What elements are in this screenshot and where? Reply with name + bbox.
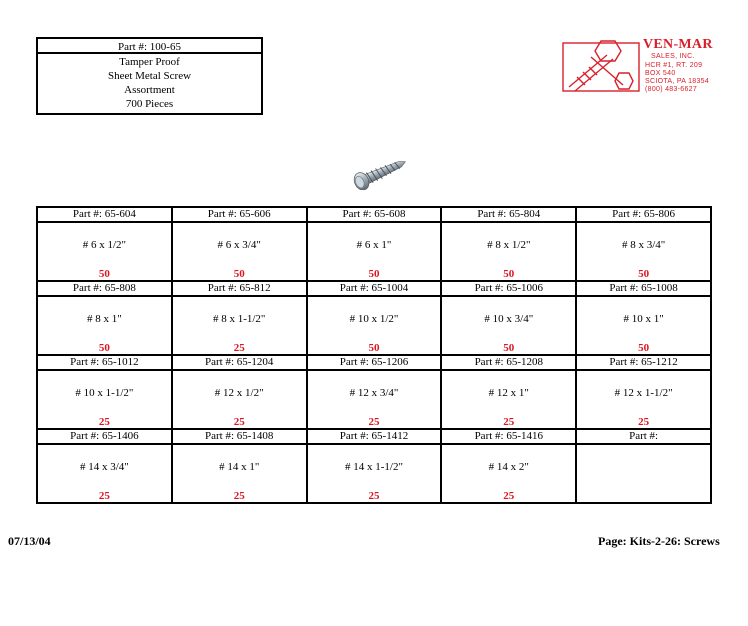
- logo-line: HCR #1, RT. 209: [645, 62, 703, 69]
- part-number-cell: Part #: 65-806: [576, 207, 711, 222]
- part-detail-cell: [172, 222, 307, 281]
- footer-date: 07/13/04: [8, 534, 51, 548]
- part-detail-cell: [172, 444, 307, 503]
- screw-size: # 6 x 3/4": [217, 239, 261, 251]
- part-number-cell: Part #: 65-1212: [576, 355, 711, 370]
- part-detail-cell: [37, 222, 172, 281]
- screw-size: # 14 x 2": [488, 461, 529, 473]
- screw-size: # 10 x 3/4": [484, 313, 534, 325]
- logo-line: SALES, INC.: [651, 53, 695, 60]
- part-label-row: [37, 281, 711, 296]
- part-label-row: [37, 207, 711, 222]
- part-label-row: [37, 355, 711, 370]
- part-detail-cell: [441, 444, 576, 503]
- quantity: 25: [503, 416, 515, 428]
- part-detail-row: [37, 222, 711, 281]
- quantity: 50: [368, 268, 380, 280]
- part-number-cell: Part #: 65-808: [37, 281, 172, 296]
- kit-description: [38, 54, 261, 113]
- screw-size: # 14 x 3/4": [80, 461, 129, 473]
- quantity: 25: [233, 416, 245, 428]
- part-label-row: [37, 429, 711, 444]
- screw-size: # 10 x 1-1/2": [75, 387, 134, 399]
- part-detail-cell: [307, 222, 442, 281]
- bolt-logo-icon: [561, 37, 641, 97]
- screw-image-icon: [348, 158, 410, 190]
- logo-line: SCIOTA, PA 18354: [645, 78, 710, 85]
- screw-size: # 12 x 1": [488, 387, 529, 399]
- quantity: 50: [503, 342, 515, 354]
- quantity: 25: [233, 490, 245, 502]
- part-detail-cell: [576, 222, 711, 281]
- part-detail-cell: [576, 370, 711, 429]
- screw-size: # 12 x 3/4": [349, 387, 399, 399]
- quantity: 25: [233, 342, 245, 354]
- screw-size: # 8 x 1": [87, 313, 122, 325]
- part-number-cell: Part #: 65-1008: [576, 281, 711, 296]
- screw-size: # 14 x 1-1/2": [345, 461, 403, 473]
- part-detail-cell: [576, 444, 711, 503]
- quantity: 50: [503, 268, 515, 280]
- screw-size: # 10 x 1": [623, 313, 664, 325]
- logo-line: (800) 483-6627: [645, 86, 698, 93]
- quantity: 25: [638, 416, 650, 428]
- screw-size: # 6 x 1/2": [82, 239, 127, 251]
- part-number-cell: Part #: 65-1204: [172, 355, 307, 370]
- footer-page: Page: Kits-2-26: Screws: [598, 534, 720, 548]
- part-detail-row: [37, 370, 711, 429]
- part-detail-cell: [37, 370, 172, 429]
- description-line: Assortment: [124, 84, 175, 96]
- screw-size: # 12 x 1/2": [214, 387, 264, 399]
- part-number-cell: Part #: 65-1412: [307, 429, 442, 444]
- part-detail-cell: [441, 370, 576, 429]
- part-detail-cell: [172, 296, 307, 355]
- part-detail-cell: [307, 370, 442, 429]
- screw-size: # 14 x 1": [219, 461, 260, 473]
- description-line: Sheet Metal Screw: [107, 70, 192, 82]
- screw-size: # 6 x 1": [356, 239, 392, 251]
- description-line: Tamper Proof: [119, 56, 180, 68]
- quantity: 25: [98, 490, 110, 502]
- part-number-cell: Part #: 65-604: [37, 207, 172, 222]
- quantity: 50: [368, 342, 380, 354]
- description-line: 700 Pieces: [125, 98, 174, 110]
- quantity: 25: [368, 490, 380, 502]
- part-number-cell: Part #: 65-606: [172, 207, 307, 222]
- ven-mar-logo: [561, 37, 716, 97]
- screw-size: # 8 x 3/4": [621, 239, 666, 251]
- quantity: 25: [98, 416, 110, 428]
- part-detail-row: [37, 296, 711, 355]
- parts-table: [36, 206, 712, 504]
- screw-size: # 10 x 1/2": [349, 313, 399, 325]
- part-detail-cell: [172, 370, 307, 429]
- logo-line: BOX 540: [645, 70, 676, 77]
- part-number-cell: Part #: 65-804: [441, 207, 576, 222]
- kit-part-number: Part #: 100-65: [38, 39, 261, 54]
- part-number-cell: Part #: 65-1416: [441, 429, 576, 444]
- part-detail-cell: [307, 444, 442, 503]
- quantity: 25: [368, 416, 380, 428]
- part-detail-cell: [307, 296, 442, 355]
- quantity: 50: [638, 268, 650, 280]
- logo-name: VEN-MAR: [643, 37, 713, 52]
- quantity: 50: [98, 342, 110, 354]
- screw-size: # 8 x 1-1/2": [212, 313, 266, 325]
- quantity: 50: [233, 268, 245, 280]
- part-number-cell: Part #: 65-1406: [37, 429, 172, 444]
- part-number-cell: Part #: 65-1006: [441, 281, 576, 296]
- part-number-cell: Part #: 65-608: [307, 207, 442, 222]
- part-detail-cell: [37, 444, 172, 503]
- part-detail-cell: [576, 296, 711, 355]
- quantity: 50: [638, 342, 650, 354]
- part-number-cell: Part #: 65-1012: [37, 355, 172, 370]
- part-detail-row: [37, 444, 711, 503]
- part-number-cell: Part #: 65-1208: [441, 355, 576, 370]
- part-detail-cell: [441, 222, 576, 281]
- part-number-cell: Part #: 65-1408: [172, 429, 307, 444]
- part-number-cell: Part #: 65-1206: [307, 355, 442, 370]
- screw-size: # 12 x 1-1/2": [614, 387, 673, 399]
- part-detail-cell: [37, 296, 172, 355]
- screw-size: # 8 x 1/2": [487, 239, 531, 251]
- header-box: [36, 37, 263, 115]
- part-number-cell: Part #:: [576, 429, 711, 444]
- quantity: 50: [98, 268, 110, 280]
- part-number-cell: Part #: 65-1004: [307, 281, 442, 296]
- part-number-cell: Part #: 65-812: [172, 281, 307, 296]
- quantity: 25: [503, 490, 515, 502]
- part-detail-cell: [441, 296, 576, 355]
